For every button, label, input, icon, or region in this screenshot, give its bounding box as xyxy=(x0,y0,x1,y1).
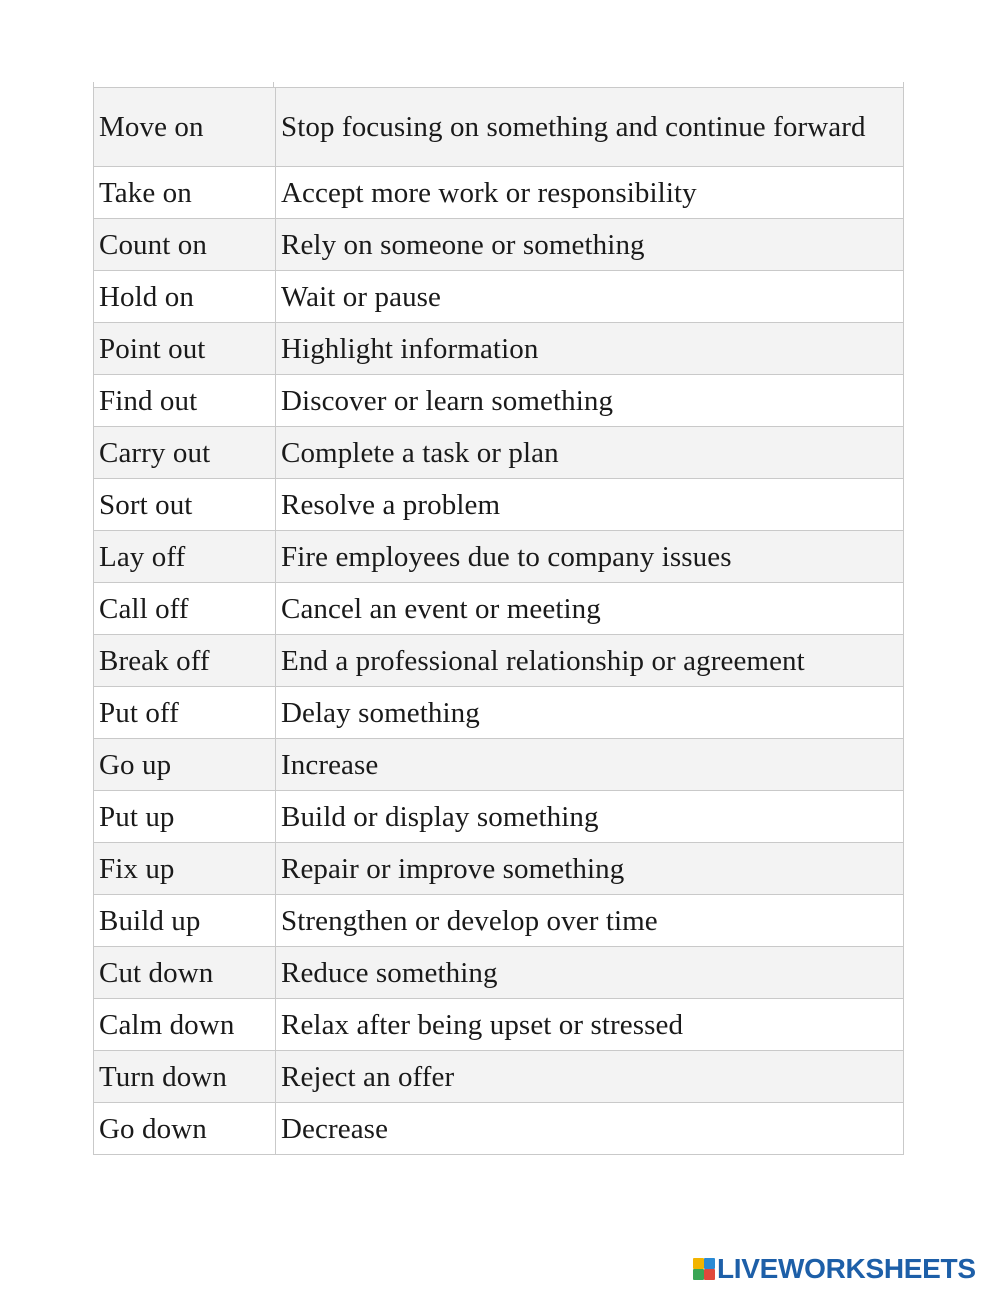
phrasal-verb-cell: Cut down xyxy=(94,947,276,999)
phrasal-verb-cell: Fix up xyxy=(94,843,276,895)
table-row xyxy=(94,999,904,1051)
meaning-cell: Fire employees due to company issues xyxy=(276,531,904,583)
meaning-cell: Cancel an event or meeting xyxy=(276,583,904,635)
meaning-cell: Reduce something xyxy=(276,947,904,999)
table-row xyxy=(94,427,904,479)
table-row xyxy=(94,1103,904,1155)
table-row xyxy=(94,219,904,271)
meaning-cell: Build or display something xyxy=(276,791,904,843)
phrasal-verb-cell: Carry out xyxy=(94,427,276,479)
phrasal-verb-cell: Turn down xyxy=(94,1051,276,1103)
table-row xyxy=(94,271,904,323)
meaning-cell: Discover or learn something xyxy=(276,375,904,427)
phrasal-verbs-table-body xyxy=(94,88,904,1155)
phrasal-verb-cell: Break off xyxy=(94,635,276,687)
phrasal-verb-cell: Move on xyxy=(94,88,276,167)
table-row xyxy=(94,687,904,739)
meaning-cell: Strengthen or develop over time xyxy=(276,895,904,947)
meaning-cell: Relax after being upset or stressed xyxy=(276,999,904,1051)
meaning-cell: Increase xyxy=(276,739,904,791)
phrasal-verb-cell: Call off xyxy=(94,583,276,635)
phrasal-verb-cell: Go down xyxy=(94,1103,276,1155)
table-top-stub xyxy=(93,82,904,87)
table-row xyxy=(94,791,904,843)
phrasal-verb-cell: Put off xyxy=(94,687,276,739)
meaning-cell: Accept more work or responsibility xyxy=(276,167,904,219)
meaning-cell: Stop focusing on something and continue forward xyxy=(276,88,904,167)
phrasal-verb-cell: Lay off xyxy=(94,531,276,583)
phrasal-verb-cell: Calm down xyxy=(94,999,276,1051)
table-row xyxy=(94,583,904,635)
phrasal-verb-cell: Find out xyxy=(94,375,276,427)
phrasal-verb-cell: Build up xyxy=(94,895,276,947)
phrasal-verb-cell: Hold on xyxy=(94,271,276,323)
meaning-cell: Resolve a problem xyxy=(276,479,904,531)
liveworksheets-brand xyxy=(693,1254,976,1284)
phrasal-verbs-table xyxy=(93,87,904,1155)
table-row xyxy=(94,1051,904,1103)
meaning-cell: End a professional relationship or agreement xyxy=(276,635,904,687)
table-row xyxy=(94,895,904,947)
phrasal-verb-cell: Point out xyxy=(94,323,276,375)
meaning-cell: Highlight information xyxy=(276,323,904,375)
table-row xyxy=(94,323,904,375)
phrasal-verb-cell: Put up xyxy=(94,791,276,843)
meaning-cell: Repair or improve something xyxy=(276,843,904,895)
table-row xyxy=(94,843,904,895)
phrasal-verb-cell: Go up xyxy=(94,739,276,791)
phrasal-verb-cell: Sort out xyxy=(94,479,276,531)
table-row xyxy=(94,167,904,219)
table-row xyxy=(94,479,904,531)
liveworksheets-logo-icon xyxy=(693,1258,715,1280)
table-row xyxy=(94,531,904,583)
phrasal-verbs-table-container xyxy=(93,82,904,1155)
table-row xyxy=(94,739,904,791)
phrasal-verb-cell: Count on xyxy=(94,219,276,271)
meaning-cell: Delay something xyxy=(276,687,904,739)
table-row xyxy=(94,88,904,167)
table-row xyxy=(94,947,904,999)
meaning-cell: Reject an offer xyxy=(276,1051,904,1103)
brand-name: LIVEWORKSHEETS xyxy=(717,1253,976,1284)
meaning-cell: Rely on someone or something xyxy=(276,219,904,271)
meaning-cell: Wait or pause xyxy=(276,271,904,323)
table-row xyxy=(94,375,904,427)
meaning-cell: Decrease xyxy=(276,1103,904,1155)
phrasal-verb-cell: Take on xyxy=(94,167,276,219)
meaning-cell: Complete a task or plan xyxy=(276,427,904,479)
table-row xyxy=(94,635,904,687)
